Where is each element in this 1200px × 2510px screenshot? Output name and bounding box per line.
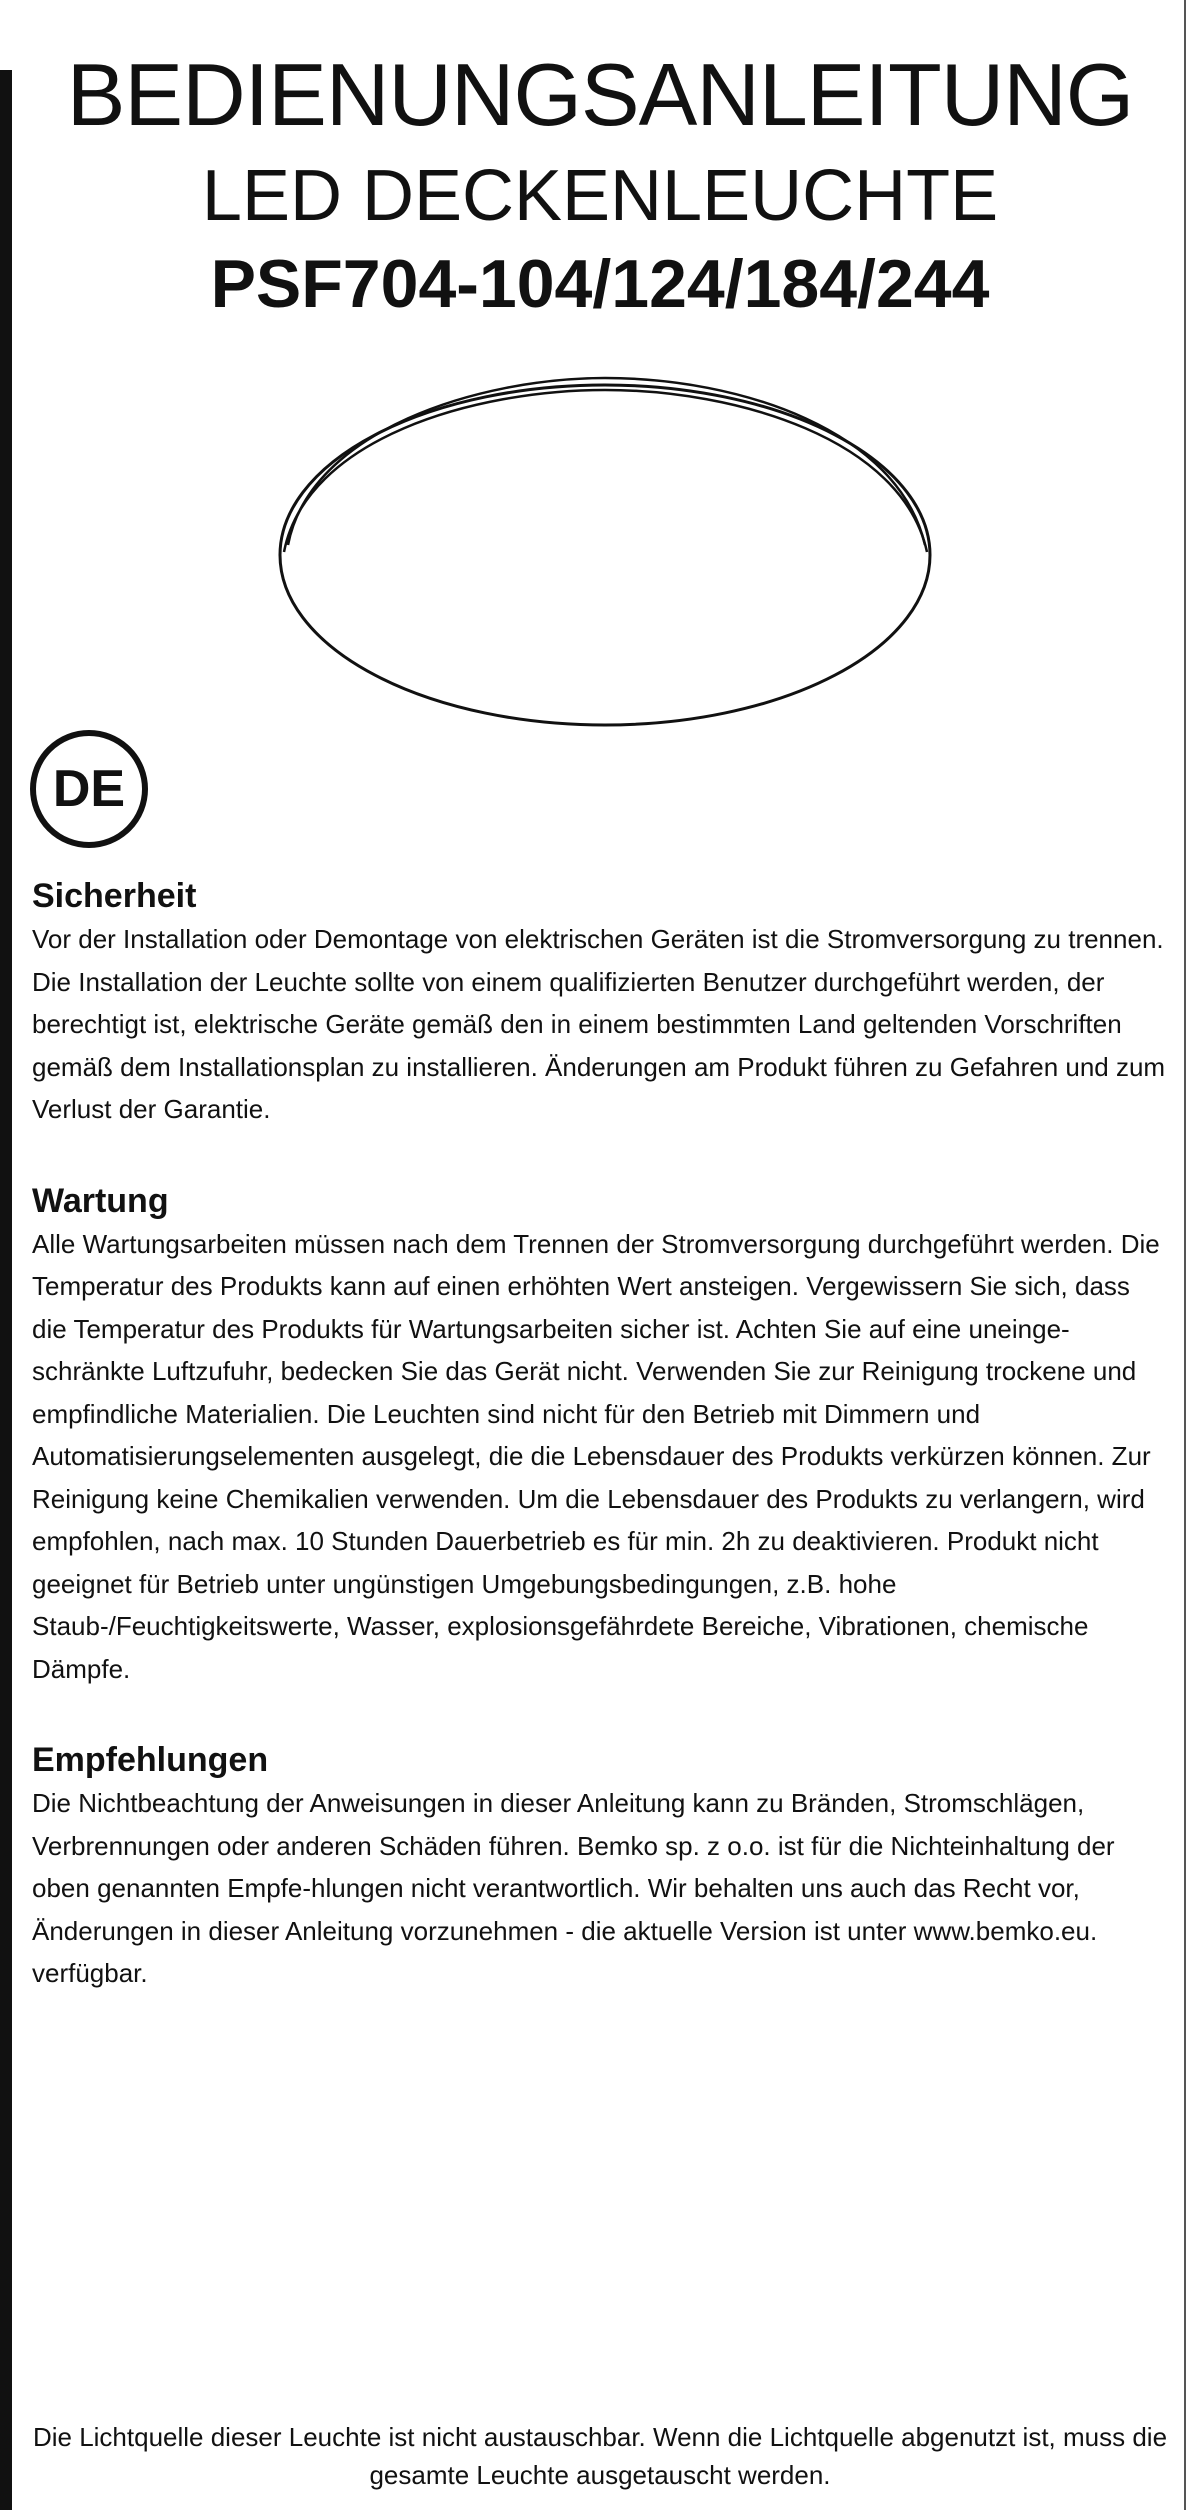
- section-heading: Wartung: [32, 1181, 169, 1220]
- section-body: Vor der Installation oder Demontage von elektrischen Geräten ist die Stromversorgung zu trennen. Die Installation der Leuchte sollte von einem qualifizierten Benutzer durchgeführt werden, der berechtigt ist, elektrische Geräte gemäß den in einem bestimmten Land geltenden Vorschriften gemäß dem Installationsplan zu installieren. Änderungen am Produkt führen zu Gefahren und zum Verlust der Garantie.: [32, 924, 1166, 1124]
- product-name: LED DECKENLEUCHTE: [201, 156, 999, 236]
- model-number: PSF704-104/124/184/244: [210, 246, 990, 322]
- section-maintenance: [32, 1181, 1167, 1691]
- section-recommendations: [32, 1740, 1167, 1995]
- document-header: [0, 40, 1200, 326]
- document-title: BEDIENUNGSANLEITUNG: [66, 45, 1134, 144]
- footer-note: Die Lichtquelle dieser Leuchte ist nicht austauschbar. Wenn die Lichtquelle abgenutzt ist, muss die gesamte Leuchte ausgetauscht werden.: [32, 2422, 1168, 2490]
- left-border-bar: [0, 70, 12, 2510]
- right-border-line: [1184, 0, 1186, 2510]
- section-heading: Empfehlungen: [32, 1741, 269, 1779]
- section-body: Alle Wartungsarbeiten müssen nach dem Trennen der Stromversorgung durchgeführt werden. Die Temperatur des Produkts kann auf einen erhöhten Wert ansteigen. Vergewissern Sie sich, dass die Temperatur des Produkts für Wartungsarbeiten sicher ist. Achten Sie auf eine uneinge-schränkte Luftzufuhr, bedecken Sie das Gerät nicht. Verwenden Sie zur Reinigung trockene und empfindliche Materialien. Die Leuchten sind nicht für den Betrieb mit Dimmern und Automatisierungselementen ausgelegt, die die Lebensdauer des Produkts verkürzen können. Zur Reinigung keine Chemikalien verwenden. Um die Lebensdauer des Produkts zu verlangern, wird empfohlen, nach max. 10 Stunden Dauerbetrieb es für min. 2h zu deaktivieren. Produkt nicht geeignet für Betrieb unter ungünstigen Umgebungsbedingungen, z.B. hohe Staub-/Feuchtigkeitswerte, Wasser, explosionsgefährdete Bereiche, Vibrationen, chemische Dämpfe.: [32, 1228, 1160, 1684]
- section-body: Die Nichtbeachtung der Anweisungen in dieser Anleitung kann zu Bränden, Stromschlägen, Verbrennungen oder anderen Schäden führen. Bemko sp. z o.o. ist für die Nichteinhaltung der oben genannten Empfe-hlungen nicht verantwortlich. Wir behalten uns auch das Recht vor, Änderungen in dieser Anleitung vorzunehmen - die aktuelle Version ist unter www.bemko.eu. verfügbar.: [32, 1788, 1115, 1988]
- manual-content: [32, 876, 1167, 1995]
- language-badge: DE: [30, 730, 148, 848]
- section-heading: Sicherheit: [32, 877, 197, 915]
- ceiling-lamp-illustration: [270, 370, 940, 740]
- section-safety: [32, 876, 1167, 1131]
